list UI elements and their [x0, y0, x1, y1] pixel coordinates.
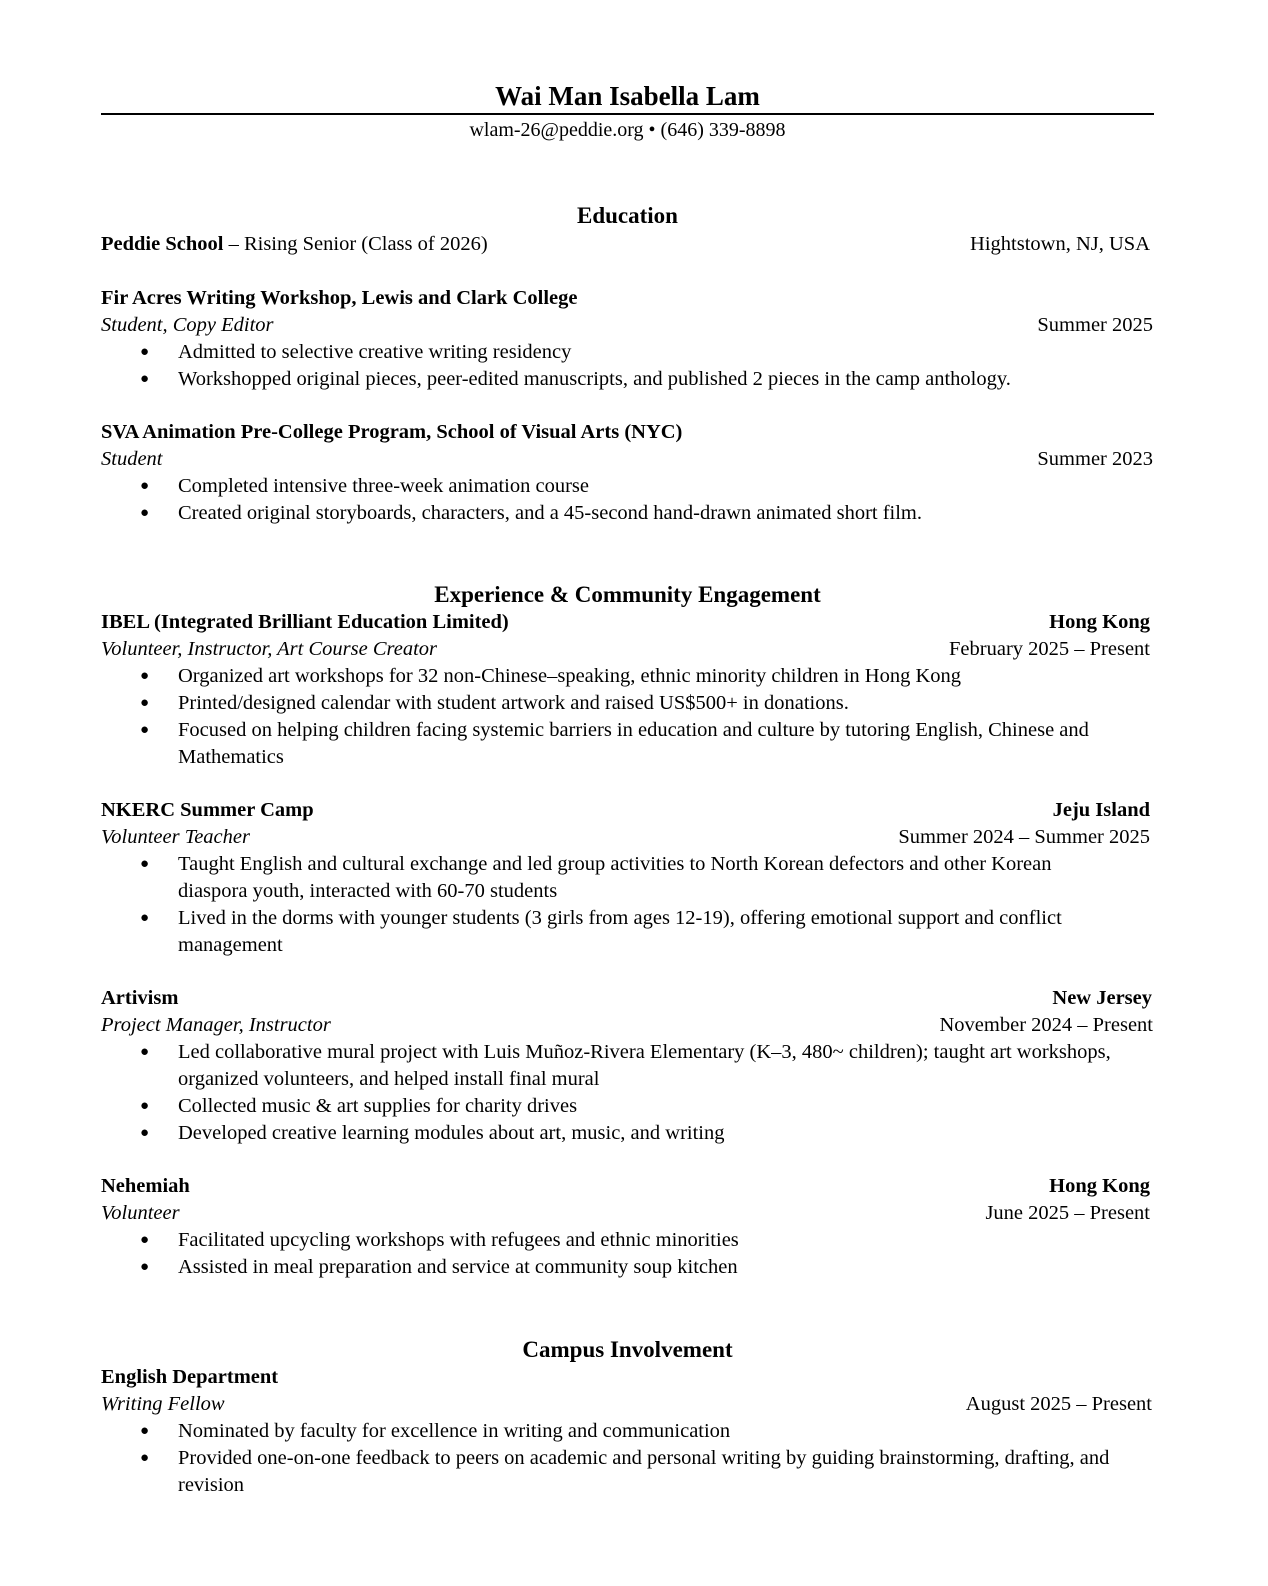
entry-nkerc-date: Summer 2024 – Summer 2025: [898, 826, 1150, 848]
entry-nehemiah-role: Volunteer: [101, 1202, 180, 1224]
list-item: ● Admitted to selective creative writing residency: [140, 341, 572, 363]
entry-artivism-header: [101, 985, 1153, 1012]
list-item: ● Completed intensive three-week animation course: [140, 475, 590, 497]
entry-peddie-title: [101, 231, 488, 258]
entry-sva-header: [101, 419, 1153, 446]
entry-nehemiah-location: Hong Kong: [1049, 1175, 1150, 1197]
entry-artivism-role: Project Manager, Instructor: [101, 1014, 331, 1036]
resume-name: Wai Man Isabella Lam: [495, 81, 760, 111]
entry-firacres-org: Fir Acres Writing Workshop, Lewis and Clark College: [101, 287, 578, 309]
contact-line: wlam-26@peddie.org • (646) 339-8898: [469, 119, 786, 141]
list-item: ● Printed/designed calendar with student artwork and raised US$500+ in donations.: [140, 692, 849, 714]
entry-artivism-subheader: [101, 1012, 1153, 1039]
list-item: ● Led collaborative mural project with Luis Muñoz-Rivera Elementary (K–3, 480~ children); taught art workshops, organized volunteers, and helped install final mural: [140, 1041, 1111, 1090]
entry-firacres-bullets: [101, 339, 1153, 393]
section-title-campus: Campus Involvement: [522, 1337, 733, 1362]
entry-ibel-location: Hong Kong: [1049, 611, 1150, 633]
entry-peddie-location: Hightstown, NJ, USA: [970, 233, 1150, 255]
list-item: ● Developed creative learning modules about art, music, and writing: [140, 1122, 725, 1144]
list-item: ● Organized art workshops for 32 non-Chinese–speaking, ethnic minority children in Hong Kong: [140, 665, 962, 687]
entry-english-subheader: [101, 1391, 1153, 1418]
entry-nkerc-location: Jeju Island: [1052, 799, 1150, 821]
list-item: ● Provided one-on-one feedback to peers on academic and personal writing by guiding brainstorming, drafting, and revision: [140, 1447, 1110, 1496]
entry-english-date: August 2025 – Present: [965, 1393, 1152, 1415]
entry-peddie-school: Peddie School: [101, 233, 224, 255]
entry-sva-subheader: [101, 446, 1153, 473]
section-title-experience: Experience & Community Engagement: [434, 582, 821, 607]
entry-ibel-org: IBEL (Integrated Brilliant Education Limited): [101, 611, 509, 633]
entry-ibel-role: Volunteer, Instructor, Art Course Creator: [101, 638, 437, 660]
entry-artivism-org: Artivism: [101, 987, 179, 1009]
entry-nkerc-subheader: [101, 824, 1153, 851]
entry-firacres-subheader: [101, 312, 1153, 339]
entry-ibel-bullets: [101, 663, 1153, 771]
entry-nehemiah-bullets: [101, 1227, 1153, 1281]
entry-ibel-header: [101, 609, 1153, 636]
list-item: ● Workshopped original pieces, peer-edited manuscripts, and published 2 pieces in the camp anthology.: [140, 368, 1011, 390]
entry-nkerc-bullets: [101, 851, 1153, 959]
list-item: ● Nominated by faculty for excellence in writing and communication: [140, 1420, 731, 1442]
entry-firacres-date: Summer 2025: [1037, 314, 1153, 336]
entry-nehemiah-subheader: [101, 1200, 1153, 1227]
entry-ibel-date: February 2025 – Present: [949, 638, 1150, 660]
entry-nehemiah-date: June 2025 – Present: [985, 1202, 1150, 1224]
entry-sva-org: SVA Animation Pre-College Program, School of Visual Arts (NYC): [101, 421, 683, 443]
list-item: ● Taught English and cultural exchange and led group activities to North Korean defectors and other Korean diaspora youth, interacted with 60-70 students: [140, 853, 1052, 902]
entry-sva-role: Student: [101, 448, 163, 470]
entry-artivism-location: New Jersey: [1052, 987, 1152, 1009]
list-item: ● Created original storyboards, characters, and a 45-second hand-drawn animated short film.: [140, 502, 923, 524]
entry-sva-bullets: [101, 473, 1153, 527]
entry-nkerc-org: NKERC Summer Camp: [101, 799, 314, 821]
list-item: ● Focused on helping children facing systemic barriers in education and culture by tutoring English, Chinese and Mathematics: [140, 719, 1089, 768]
entry-peddie-detail: – Rising Senior (Class of 2026): [223, 233, 488, 255]
entry-firacres-role: Student, Copy Editor: [101, 314, 274, 336]
entry-firacres-header: [101, 285, 1153, 312]
header-divider: [101, 113, 1154, 115]
list-item: ● Assisted in meal preparation and service at community soup kitchen: [140, 1256, 738, 1278]
entry-artivism-bullets: [101, 1039, 1153, 1147]
entry-peddie-header: [101, 231, 1153, 258]
entry-english-bullets: [101, 1418, 1153, 1499]
entry-nkerc-role: Volunteer Teacher: [101, 826, 250, 848]
list-item: ● Facilitated upcycling workshops with refugees and ethnic minorities: [140, 1229, 739, 1251]
section-title-education: Education: [577, 203, 678, 228]
entry-nkerc-header: [101, 797, 1153, 824]
entry-english-header: [101, 1364, 1153, 1391]
entry-nehemiah-header: [101, 1173, 1153, 1200]
list-item: ● Lived in the dorms with younger students (3 girls from ages 12-19), offering emotional support and conflict management: [140, 907, 1062, 956]
list-item: ● Collected music & art supplies for charity drives: [140, 1095, 578, 1117]
entry-ibel-subheader: [101, 636, 1153, 663]
entry-english-org: English Department: [101, 1366, 279, 1388]
entry-english-role: Writing Fellow: [101, 1393, 225, 1415]
entry-sva-date: Summer 2023: [1037, 448, 1153, 470]
entry-artivism-date: November 2024 – Present: [939, 1014, 1153, 1036]
entry-nehemiah-org: Nehemiah: [101, 1175, 190, 1197]
